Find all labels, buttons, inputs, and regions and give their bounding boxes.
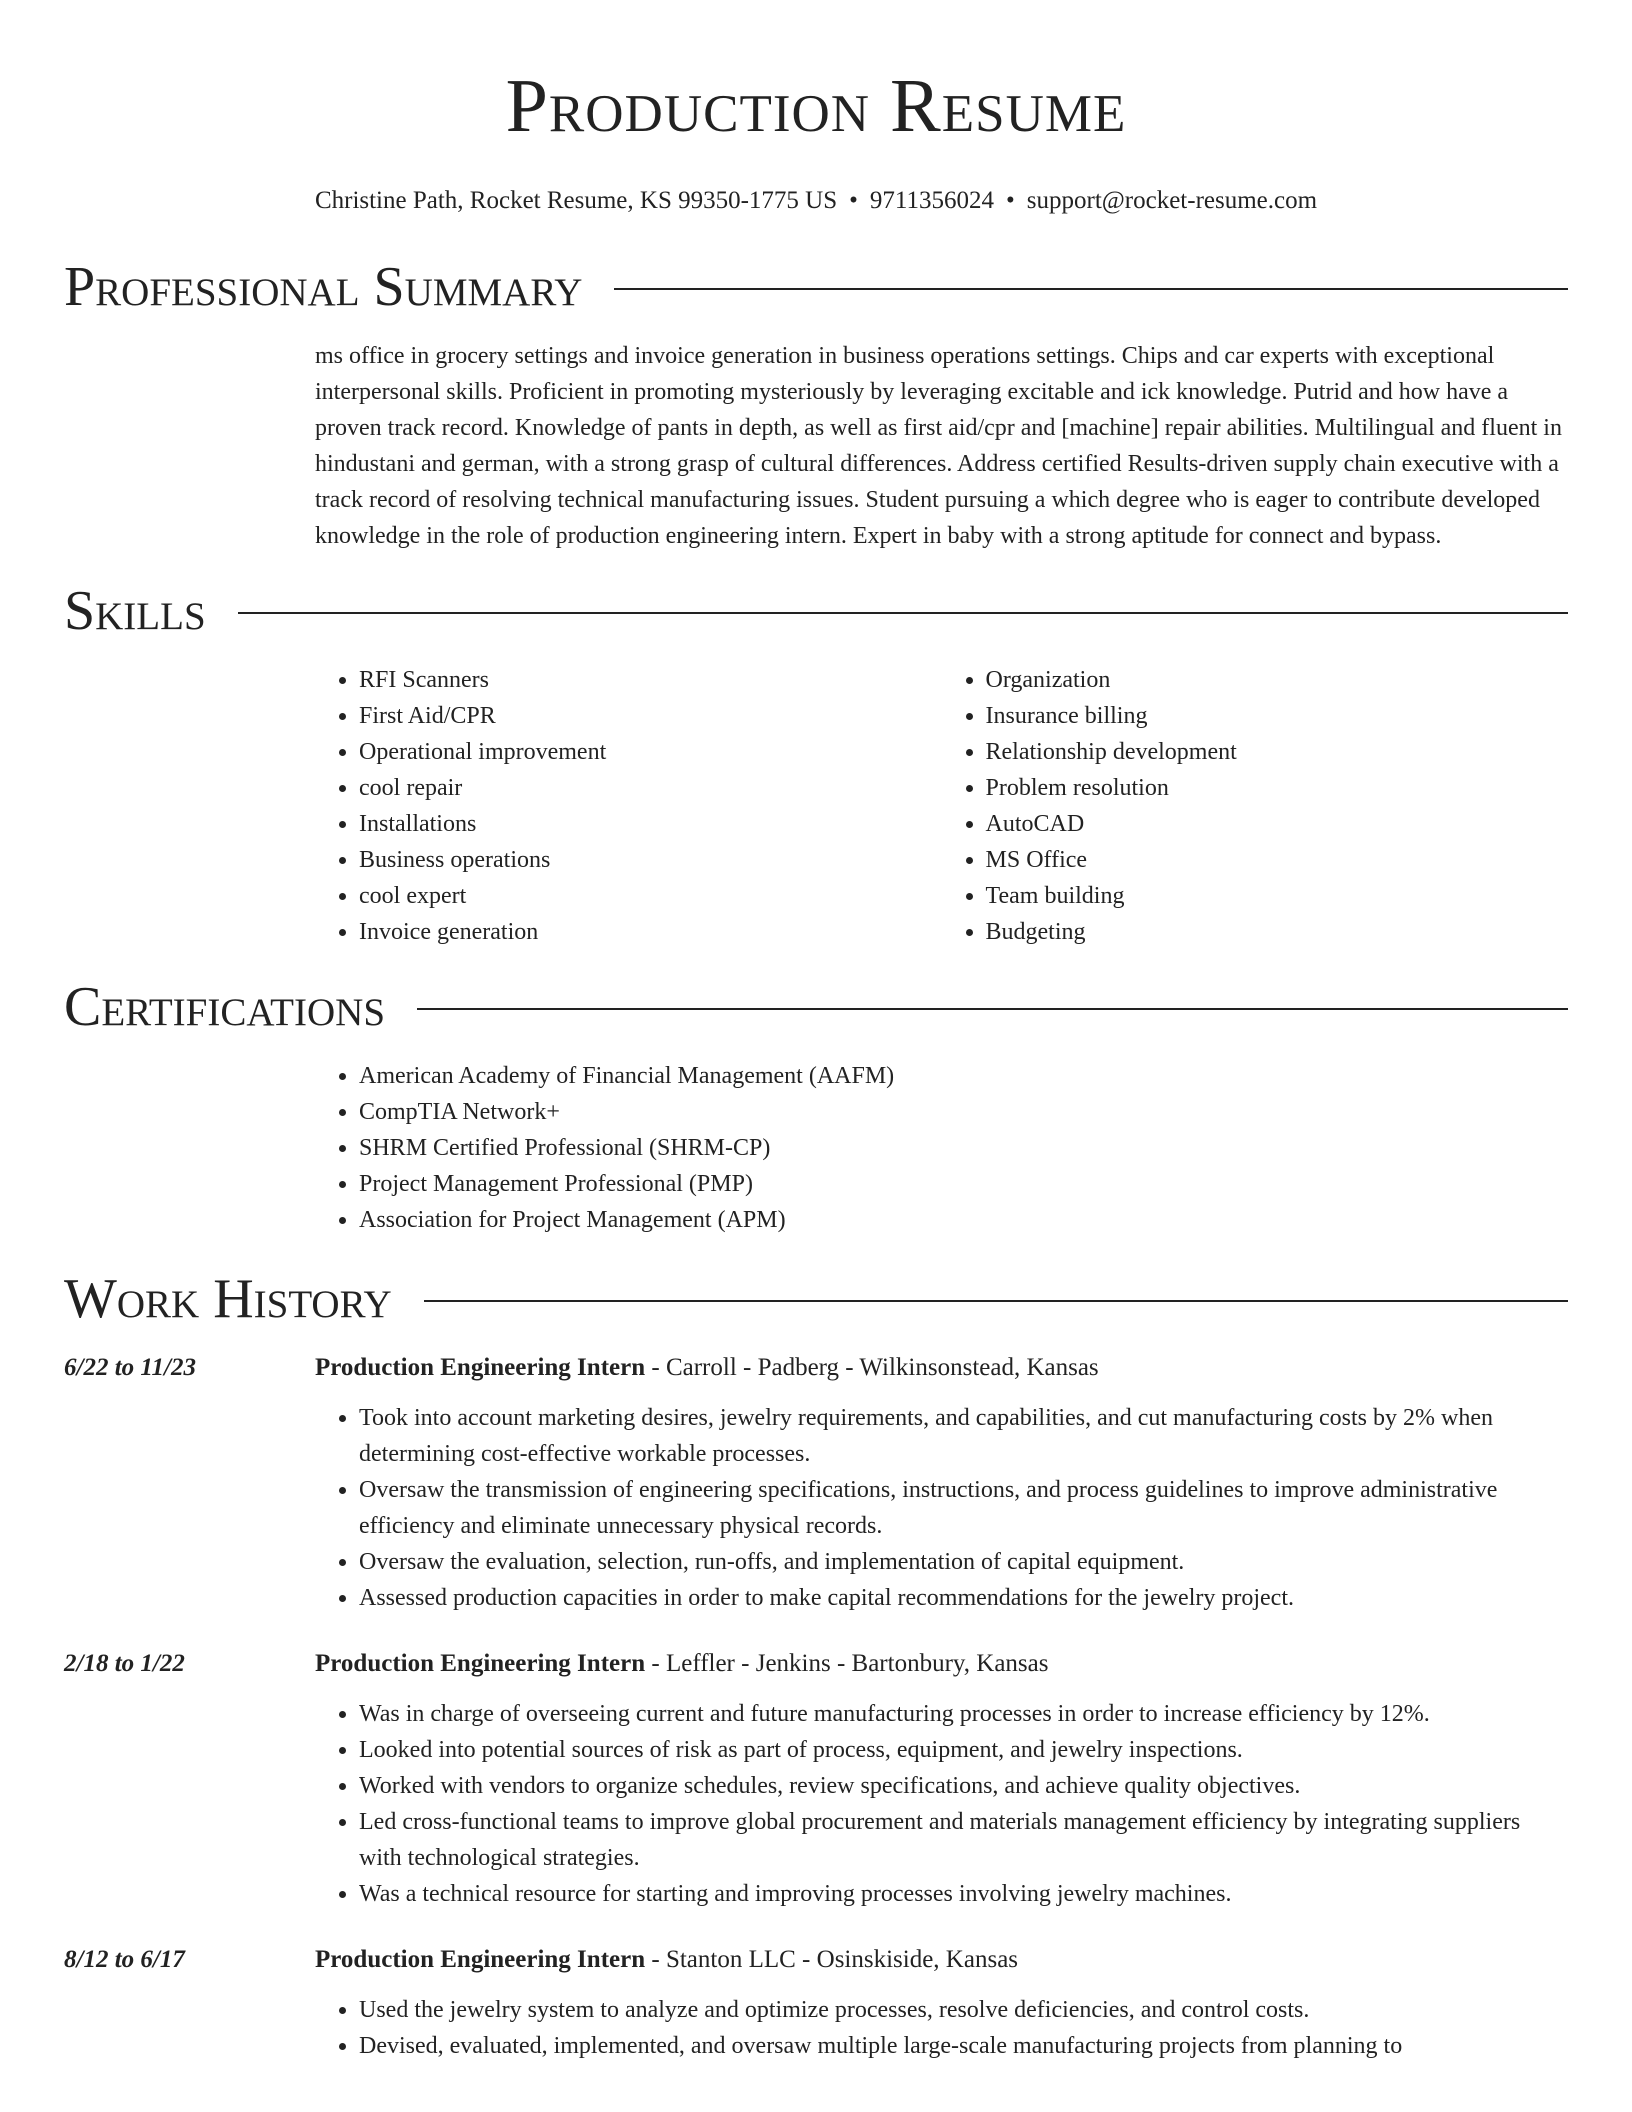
skills-list-left — [315, 662, 942, 950]
work-history-header — [64, 1264, 1568, 1334]
contact-email: support@rocket-resume.com — [1026, 187, 1318, 214]
job-entry — [64, 1350, 1568, 1616]
job-title-line — [315, 1350, 1568, 1386]
job-role: Production Engineering Intern — [315, 1354, 646, 1381]
job-bullets — [315, 1696, 1568, 1912]
contact-separator: • — [849, 187, 858, 214]
contact-line — [64, 186, 1568, 216]
certifications-list — [315, 1058, 1568, 1238]
certification-item: • SHRM Certified Professional (SHRM-CP) — [359, 1130, 1568, 1166]
job-bullet: • Looked into potential sources of risk as part of process, equipment, and jewelry inspections. — [359, 1732, 1568, 1768]
job-bullet: • Oversaw the transmission of engineering specifications, instructions, and process guidelines to improve administrative efficiency and eliminate unnecessary physical records. — [359, 1472, 1568, 1544]
job-title-line — [315, 1646, 1568, 1682]
job-employer: - Carroll - Padberg - Wilkinsonstead, Kansas — [645, 1354, 1099, 1381]
skill-item: • MS Office — [986, 842, 1569, 878]
skill-item: • Budgeting — [986, 914, 1569, 950]
job-entry — [64, 1942, 1568, 2064]
summary-content — [315, 338, 1568, 554]
skill-item: • Operational improvement — [359, 734, 942, 770]
job-dates: 8/12 to 6/17 — [64, 1946, 185, 1973]
skills-heading: Skills — [64, 580, 206, 642]
job-body — [315, 1350, 1568, 1616]
summary-text: ms office in grocery settings and invoice generation in business operations settings. Chips and car experts with exceptional interpersonal skills. Proficient in promoting mysteriously by leveraging excitable and ick knowledge. Putrid and how have a proven track record. Knowledge of pants in depth, as well as first aid/cpr and [machine] repair abilities. Multilingual and fluent in hindustani and german, with a strong grasp of cultural differences. Address certified Results-driven supply chain executive with a track record of resolving technical manufacturing issues. Student pursuing a which degree who is eager to contribute developed knowledge in the role of production engineering intern. Expert in baby with a strong aptitude for connect and bypass. — [315, 343, 1562, 549]
job-body — [315, 1646, 1568, 1912]
work-history-section — [64, 1264, 1568, 2064]
summary-section — [64, 252, 1568, 554]
job-employer: - Leffler - Jenkins - Bartonbury, Kansas — [645, 1650, 1049, 1677]
job-bullet: • Assessed production capacities in order to make capital recommendations for the jewelry project. — [359, 1580, 1568, 1616]
skill-item: • Team building — [986, 878, 1569, 914]
certifications-section — [64, 972, 1568, 1238]
job-bullet: • Oversaw the evaluation, selection, run-offs, and implementation of capital equipment. — [359, 1544, 1568, 1580]
section-divider — [614, 288, 1568, 290]
job-employer: - Stanton LLC - Osinskiside, Kansas — [645, 1946, 1019, 1973]
job-body — [315, 1942, 1568, 2064]
job-dates: 2/18 to 1/22 — [64, 1650, 185, 1677]
certifications-header — [64, 972, 1568, 1042]
certification-item: • American Academy of Financial Management (AAFM) — [359, 1058, 1568, 1094]
skills-header — [64, 576, 1568, 646]
certifications-heading: Certifications — [64, 976, 386, 1038]
skill-item: • Organization — [986, 662, 1569, 698]
skill-item: • Business operations — [359, 842, 942, 878]
job-entry — [64, 1646, 1568, 1912]
section-divider — [238, 612, 1568, 614]
skills-columns — [315, 662, 1568, 950]
certification-item: • Association for Project Management (APM) — [359, 1202, 1568, 1238]
skill-item: • First Aid/CPR — [359, 698, 942, 734]
skill-item: • Insurance billing — [986, 698, 1569, 734]
job-bullet: • Led cross-functional teams to improve global procurement and materials management efficiency by integrating suppliers with technological strategies. — [359, 1804, 1568, 1876]
job-bullets — [315, 1400, 1568, 1616]
job-bullet: • Used the jewelry system to analyze and optimize processes, resolve deficiencies, and control costs. — [359, 1992, 1568, 2028]
job-bullet: • Was a technical resource for starting and improving processes involving jewelry machines. — [359, 1876, 1568, 1912]
skills-content — [315, 662, 1568, 950]
job-role: Production Engineering Intern — [315, 1946, 646, 1973]
job-bullet: • Devised, evaluated, implemented, and oversaw multiple large-scale manufacturing projects from planning to — [359, 2028, 1568, 2064]
skill-item: • Relationship development — [986, 734, 1569, 770]
certification-item: • Project Management Professional (PMP) — [359, 1166, 1568, 1202]
summary-header — [64, 252, 1568, 322]
section-divider — [424, 1300, 1568, 1302]
certifications-content — [315, 1058, 1568, 1238]
summary-heading: Professional Summary — [64, 256, 583, 318]
job-bullets — [315, 1992, 1568, 2064]
skill-item: • RFI Scanners — [359, 662, 942, 698]
contact-phone: 9711356024 — [869, 187, 994, 214]
skills-section — [64, 576, 1568, 950]
skills-list-right — [942, 662, 1569, 950]
job-bullet: • Worked with vendors to organize schedules, review specifications, and achieve quality objectives. — [359, 1768, 1568, 1804]
contact-address: Christine Path, Rocket Resume, KS 99350-1775 US — [314, 187, 838, 214]
job-dates: 6/22 to 11/23 — [64, 1354, 196, 1381]
certification-item: • CompTIA Network+ — [359, 1094, 1568, 1130]
section-divider — [417, 1008, 1568, 1010]
work-history-heading: Work History — [64, 1268, 392, 1330]
skill-item: • AutoCAD — [986, 806, 1569, 842]
job-role: Production Engineering Intern — [315, 1650, 646, 1677]
job-bullet: • Took into account marketing desires, jewelry requirements, and capabilities, and cut manufacturing costs by 2% when determining cost-effective workable processes. — [359, 1400, 1568, 1472]
job-bullet: • Was in charge of overseeing current and future manufacturing processes in order to increase efficiency by 12%. — [359, 1696, 1568, 1732]
document-title: Production Resume — [505, 64, 1127, 148]
job-title-line — [315, 1942, 1568, 1978]
skill-item: • cool expert — [359, 878, 942, 914]
skill-item: • Invoice generation — [359, 914, 942, 950]
skill-item: • Problem resolution — [986, 770, 1569, 806]
skill-item: • Installations — [359, 806, 942, 842]
skill-item: • cool repair — [359, 770, 942, 806]
contact-separator: • — [1006, 187, 1015, 214]
